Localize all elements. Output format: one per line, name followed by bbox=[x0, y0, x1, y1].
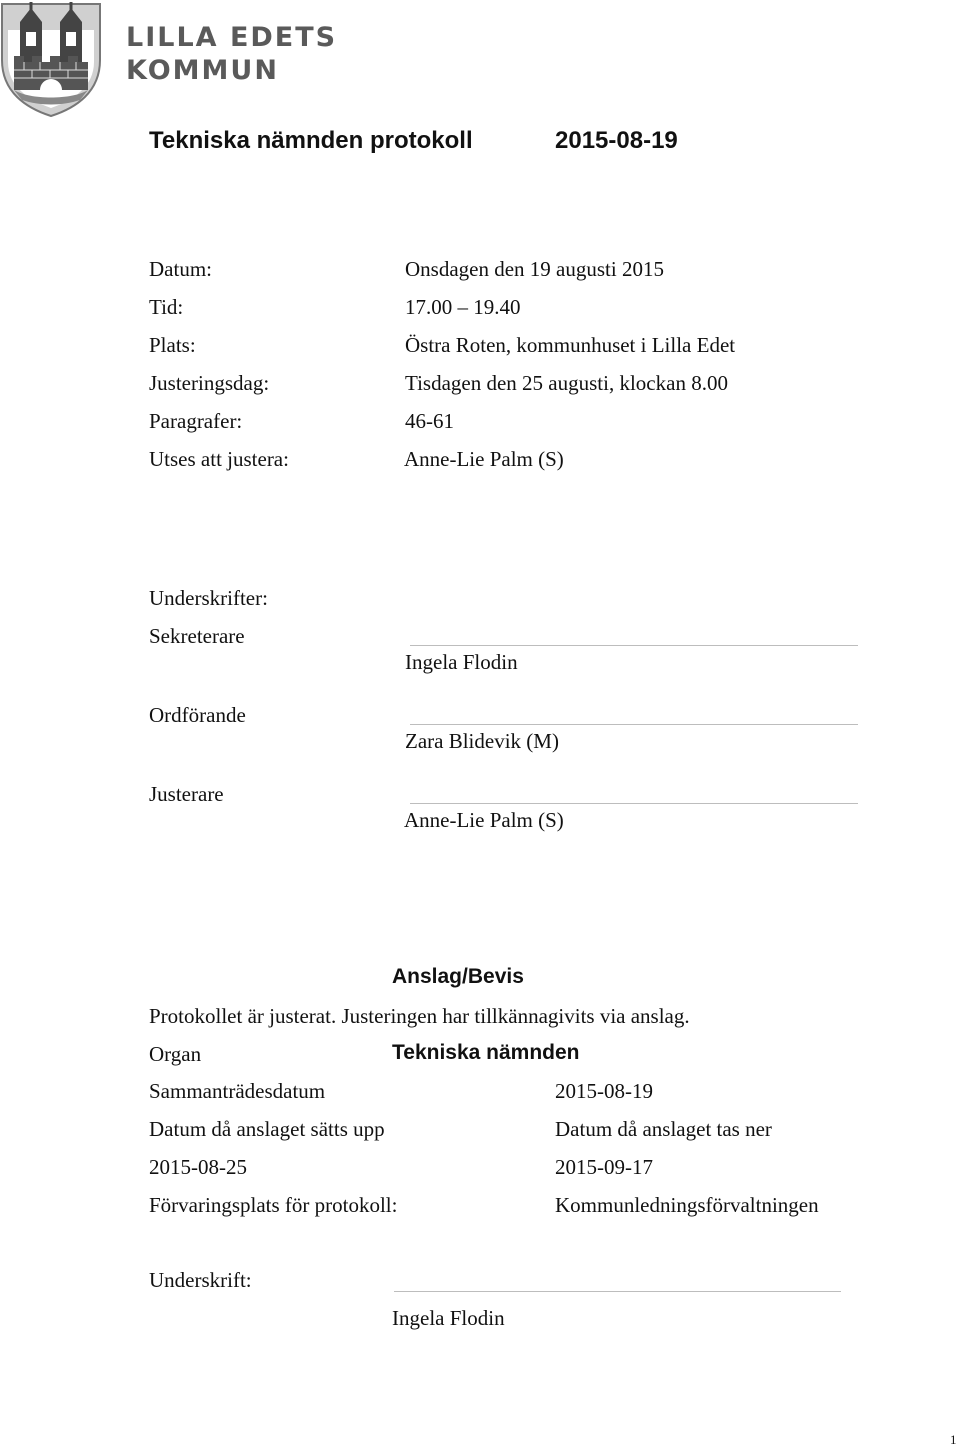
meeting-label-justeringsdag: Justeringsdag: bbox=[149, 371, 270, 395]
signature-line-ordforande bbox=[410, 724, 858, 725]
role-justerare: Justerare bbox=[149, 782, 224, 806]
removed-date-value: 2015-09-17 bbox=[555, 1155, 653, 1179]
notice-statement: Protokollet är justerat. Justeringen har tillkännagivits via anslag. bbox=[149, 1004, 690, 1028]
meeting-label-tid: Tid: bbox=[149, 295, 184, 319]
organ-label: Organ bbox=[149, 1042, 202, 1066]
signature-line-sekreterare bbox=[410, 645, 858, 646]
role-ordforande: Ordförande bbox=[149, 703, 246, 727]
meeting-date-value: 2015-08-19 bbox=[555, 1079, 653, 1103]
meeting-label-paragrafer: Paragrafer: bbox=[149, 409, 243, 433]
document-title: Tekniska nämnden protokoll bbox=[149, 127, 473, 154]
page-number: 1 bbox=[950, 1432, 957, 1447]
posted-date-label: Datum då anslaget sätts upp bbox=[149, 1117, 385, 1141]
meeting-value-plats: Östra Roten, kommunhuset i Lilla Edet bbox=[405, 333, 736, 357]
signer-name-ordforande: Zara Blidevik (M) bbox=[405, 729, 559, 753]
notice-signer-name: Ingela Flodin bbox=[392, 1306, 505, 1330]
meeting-label-plats: Plats: bbox=[149, 333, 196, 357]
signature-line-justerare bbox=[410, 803, 858, 804]
document-date: 2015-08-19 bbox=[555, 127, 678, 154]
municipality-name-line2: KOMMUN bbox=[126, 55, 279, 86]
municipality-name-line1: LILLA EDETS bbox=[126, 22, 338, 53]
organ-value: Tekniska nämnden bbox=[392, 1041, 580, 1064]
removed-date-label: Datum då anslaget tas ner bbox=[555, 1117, 772, 1141]
coat-of-arms-icon bbox=[0, 0, 104, 118]
meeting-value-justeringsdag: Tisdagen den 25 augusti, klockan 8.00 bbox=[405, 371, 728, 395]
notice-heading: Anslag/Bevis bbox=[392, 965, 524, 988]
signer-name-sekreterare: Ingela Flodin bbox=[405, 650, 518, 674]
posted-date-value: 2015-08-25 bbox=[149, 1155, 247, 1179]
signatures-heading: Underskrifter: bbox=[149, 586, 268, 610]
meeting-value-justera: Anne-Lie Palm (S) bbox=[404, 447, 564, 471]
notice-signature-line bbox=[394, 1291, 841, 1292]
meeting-label-datum: Datum: bbox=[149, 257, 212, 281]
meeting-value-tid: 17.00 – 19.40 bbox=[405, 295, 521, 319]
meeting-date-label: Sammanträdesdatum bbox=[149, 1079, 326, 1103]
role-sekreterare: Sekreterare bbox=[149, 624, 245, 648]
notice-signature-label: Underskrift: bbox=[149, 1268, 252, 1292]
signer-name-justerare: Anne-Lie Palm (S) bbox=[404, 808, 564, 832]
municipality-logo bbox=[0, 0, 338, 120]
meeting-label-justera: Utses att justera: bbox=[149, 447, 289, 471]
storage-label: Förvaringsplats för protokoll: bbox=[149, 1193, 398, 1217]
meeting-value-datum: Onsdagen den 19 augusti 2015 bbox=[405, 257, 664, 281]
meeting-value-paragrafer: 46-61 bbox=[405, 409, 454, 433]
storage-value: Kommunledningsförvaltningen bbox=[555, 1193, 819, 1217]
